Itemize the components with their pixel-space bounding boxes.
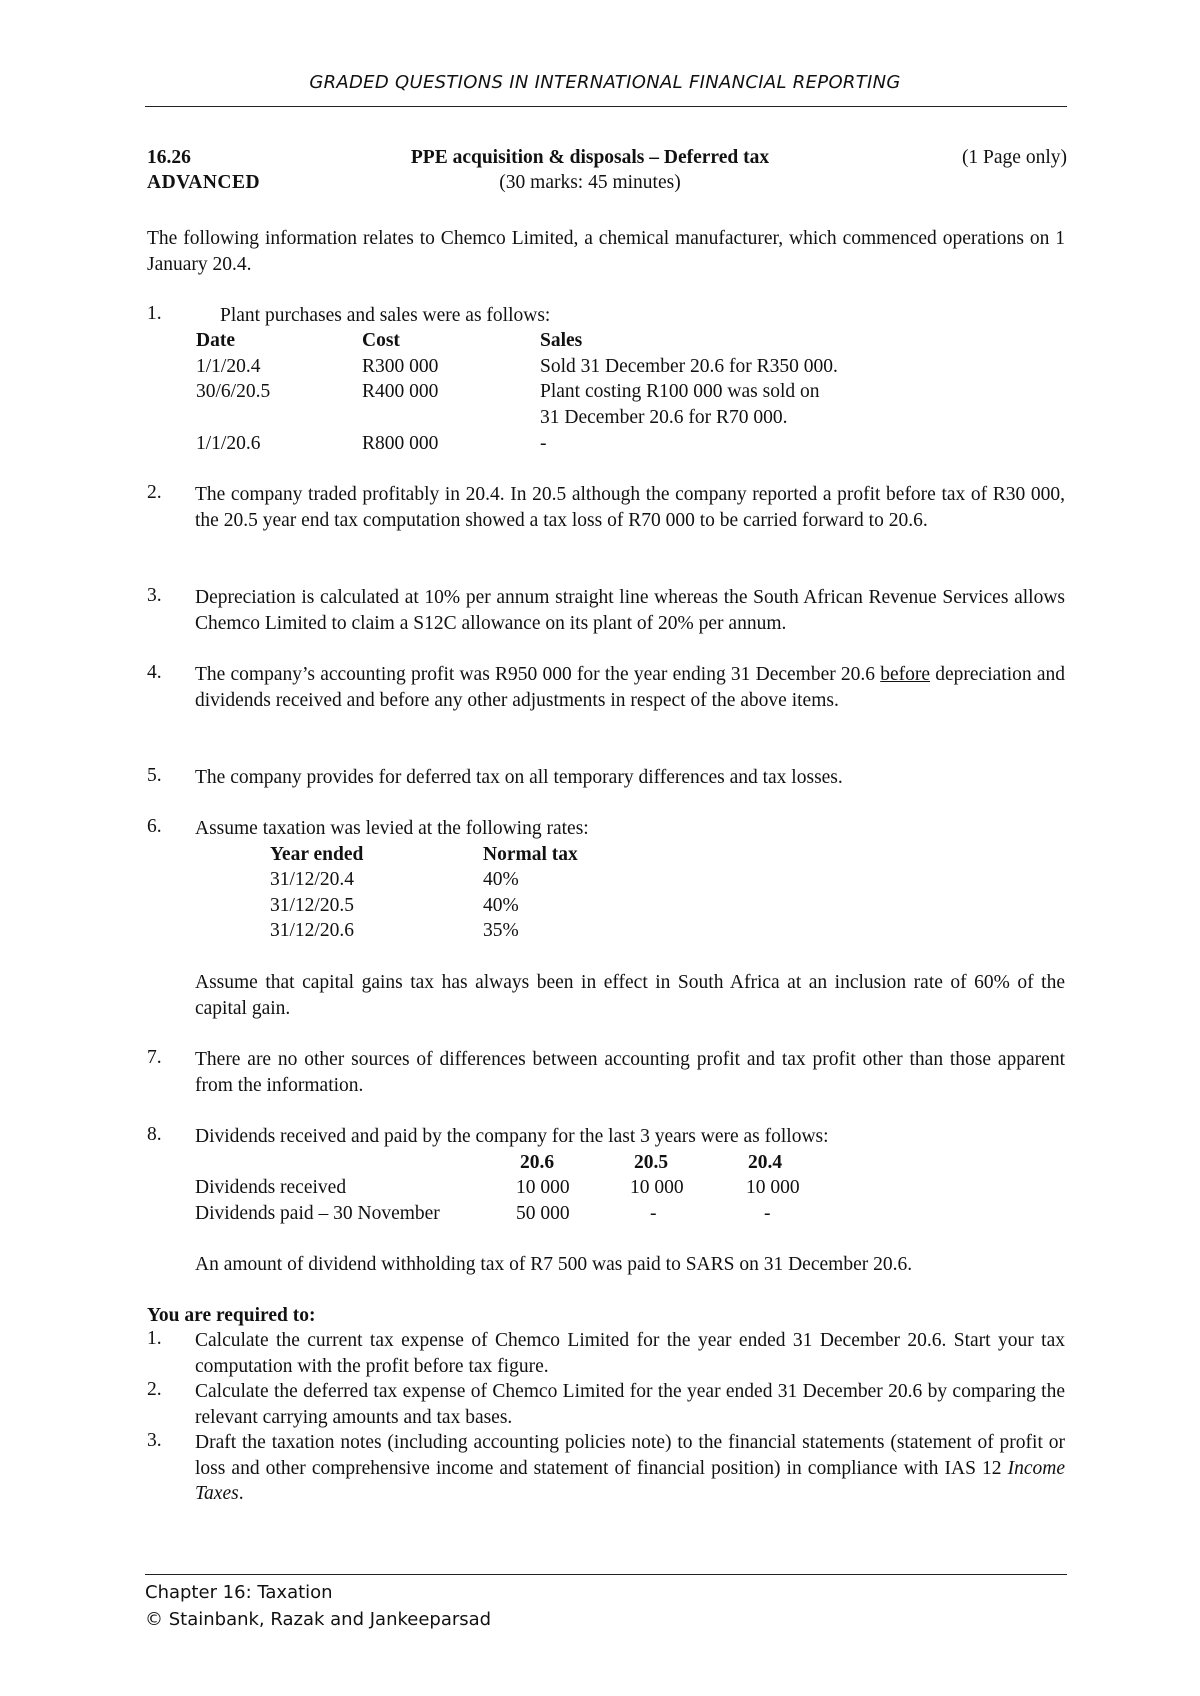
footer-chapter: Chapter 16: Taxation: [145, 1582, 333, 1603]
table-cell: -: [540, 433, 547, 454]
table-cell: 31/12/20.6: [270, 920, 354, 941]
item-number: 3.: [147, 1430, 162, 1451]
item-text: Calculate the current tax expense of Chemco Limited for the year ended 31 December 20.6. Start your tax computation with the profit before tax figure.: [195, 1330, 1065, 1377]
header-rule: [145, 106, 1067, 107]
table-cell: 1/1/20.4: [196, 356, 261, 377]
table-cell: 30/6/20.5: [196, 381, 271, 402]
table-cell: R400 000: [362, 381, 439, 402]
item-text: The company traded profitably in 20.4. In 20.5 although the company reported a profit before tax of R30 000, the 20.5 year end tax computation showed a tax loss of R70 000 to be carried forward to 20.6.: [195, 484, 1065, 531]
item-number: 1.: [147, 1328, 162, 1349]
table-cell: 10 000: [516, 1177, 570, 1198]
item-text: There are no other sources of differences between accounting profit and tax profit other than those apparent from the information.: [195, 1049, 1065, 1096]
table-header: Normal tax: [483, 844, 578, 865]
table-cell: Dividends received: [195, 1177, 347, 1198]
item-text: Calculate the deferred tax expense of Chemco Limited for the year ended 31 December 20.6 by comparing the relevant carrying amounts and tax bases.: [195, 1381, 1065, 1428]
cgt-note: Assume that capital gains tax has always been in effect in South Africa at an inclusion rate of 60% of the capital gain.: [195, 972, 1065, 1019]
footer-rule: [145, 1574, 1067, 1575]
table-cell: 50 000: [516, 1203, 570, 1224]
table-cell: Sold 31 December 20.6 for R350 000.: [540, 356, 838, 377]
table-cell: 10 000: [630, 1177, 684, 1198]
question-marks: (30 marks: 45 minutes): [499, 172, 681, 193]
table-header: 20.4: [748, 1152, 783, 1173]
item-text: Plant purchases and sales were as follows:: [220, 305, 551, 326]
table-cell: 31/12/20.4: [270, 869, 354, 890]
question-title: PPE acquisition & disposals – Deferred tax: [410, 147, 770, 168]
item-number: 8.: [147, 1124, 162, 1145]
table-cell: -: [650, 1203, 657, 1224]
table-cell: Plant costing R100 000 was sold on: [540, 381, 820, 402]
question-pages: (1 Page only): [961, 147, 1067, 168]
table-header: Sales: [540, 330, 583, 351]
table-cell: 40%: [483, 895, 519, 916]
item-text: Draft the taxation notes (including accounting policies note) to the financial statements (statement of profit or loss and other comprehensive income and statement of financial position) in compliance with IAS 12 Income Taxes.: [195, 1432, 1065, 1504]
item-number: 6.: [147, 816, 162, 837]
emphasis-before: before: [880, 664, 931, 685]
item-number: 3.: [147, 585, 162, 606]
table-cell: 31 December 20.6 for R70 000.: [540, 407, 788, 428]
table-cell: R300 000: [362, 356, 439, 377]
table-cell: R800 000: [362, 433, 439, 454]
item-text: The company provides for deferred tax on all temporary differences and tax losses.: [195, 767, 843, 788]
item-text: Assume taxation was levied at the following rates:: [195, 818, 589, 839]
intro-paragraph: The following information relates to Chemco Limited, a chemical manufacturer, which commenced operations on 1 January 20.4.: [147, 228, 1065, 275]
required-heading: You are required to:: [147, 1305, 316, 1326]
item-text: The company’s accounting profit was R950 000 for the year ending 31 December 20.6 before depreciation and dividends received and before any other adjustments in respect of the above items.: [195, 664, 1065, 711]
standard-title: Income Taxes: [195, 1457, 1065, 1504]
item-number: 2.: [147, 482, 162, 503]
table-header: 20.5: [634, 1152, 669, 1173]
table-cell: Dividends paid – 30 November: [195, 1203, 440, 1224]
table-header: 20.6: [520, 1152, 555, 1173]
table-cell: 10 000: [746, 1177, 800, 1198]
item-number: 2.: [147, 1379, 162, 1400]
table-cell: 1/1/20.6: [196, 433, 261, 454]
item-number: 7.: [147, 1047, 162, 1068]
table-header: Date: [196, 330, 235, 351]
table-cell: -: [764, 1203, 771, 1224]
item-text: Depreciation is calculated at 10% per annum straight line whereas the South African Revenue Services allows Chemco Limited to claim a S12C allowance on its plant of 20% per annum.: [195, 587, 1065, 634]
item-number: 1.: [147, 303, 162, 324]
table-cell: 40%: [483, 869, 519, 890]
table-header: Year ended: [270, 844, 364, 865]
table-header: Cost: [362, 330, 400, 351]
question-number: 16.26: [147, 147, 191, 168]
table-cell: 31/12/20.5: [270, 895, 354, 916]
dividend-tax-note: An amount of dividend withholding tax of R7 500 was paid to SARS on 31 December 20.6.: [195, 1254, 913, 1275]
footer-copyright: © Stainbank, Razak and Jankeeparsad: [145, 1609, 492, 1630]
table-cell: 35%: [483, 920, 519, 941]
running-head: GRADED QUESTIONS IN INTERNATIONAL FINANCIAL REPORTING: [309, 72, 901, 93]
item-number: 4.: [147, 662, 162, 683]
item-number: 5.: [147, 765, 162, 786]
question-level: ADVANCED: [147, 172, 261, 193]
item-text: Dividends received and paid by the company for the last 3 years were as follows:: [195, 1126, 829, 1147]
